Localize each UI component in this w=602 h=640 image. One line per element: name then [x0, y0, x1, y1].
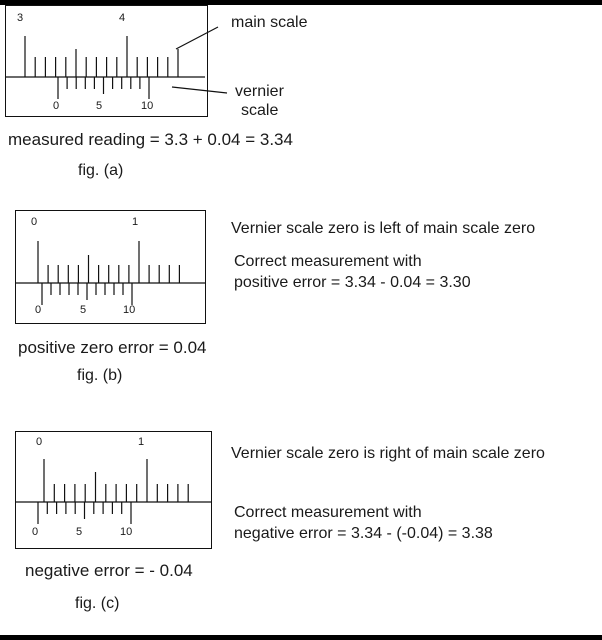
fig-b-correction-line1: Correct measurement with	[234, 253, 422, 270]
fig-c-main-tick-0: 0	[36, 436, 43, 448]
main-scale-leader-line	[176, 27, 218, 49]
bottom-border	[0, 635, 602, 640]
fig-c-heading: Vernier scale zero is right of main scale zero	[231, 445, 545, 462]
fig-c-caption: fig. (c)	[75, 595, 120, 612]
fig-b-main-tick-1: 1	[132, 216, 139, 228]
vernier-label-line2: scale	[241, 102, 279, 119]
fig-b-correction-line2: positive error = 3.34 - 0.04 = 3.30	[234, 274, 471, 291]
fig-c-main-tick-1: 1	[138, 436, 145, 448]
fig-b-main-tick-0: 0	[31, 216, 38, 228]
fig-a-vernier-tick-0: 0	[53, 100, 60, 112]
fig-b-scale-box	[15, 210, 206, 324]
fig-a-caption: fig. (a)	[78, 162, 124, 179]
vernier-label-line1: vernier	[235, 83, 284, 100]
fig-b-error: positive zero error = 0.04	[18, 338, 207, 357]
vernier-scale-leader-line	[172, 87, 227, 93]
fig-c-correction-line1: Correct measurement with	[234, 504, 422, 521]
fig-b-heading: Vernier scale zero is left of main scale zero	[231, 220, 536, 237]
fig-a-main-tick-3: 3	[17, 12, 24, 24]
fig-b-caption: fig. (b)	[77, 367, 123, 384]
fig-a-vernier-tick-10: 10	[141, 100, 154, 112]
fig-b-vernier-tick-0: 0	[35, 304, 42, 316]
main-scale-label: main scale	[231, 14, 308, 31]
fig-c-correction-line2: negative error = 3.34 - (-0.04) = 3.38	[234, 525, 493, 542]
fig-b-vernier-tick-10: 10	[123, 304, 136, 316]
fig-c-vernier-tick-10: 10	[120, 526, 133, 538]
fig-c-vernier-tick-5: 5	[76, 526, 83, 538]
fig-a-reading: measured reading = 3.3 + 0.04 = 3.34	[8, 130, 293, 149]
fig-c-scale-box	[15, 431, 212, 549]
fig-c-error: negative error = - 0.04	[25, 561, 193, 580]
fig-b-vernier-tick-5: 5	[80, 304, 87, 316]
fig-c-vernier-tick-0: 0	[32, 526, 39, 538]
fig-a-main-tick-4: 4	[119, 12, 126, 24]
fig-a-vernier-tick-5: 5	[96, 100, 103, 112]
